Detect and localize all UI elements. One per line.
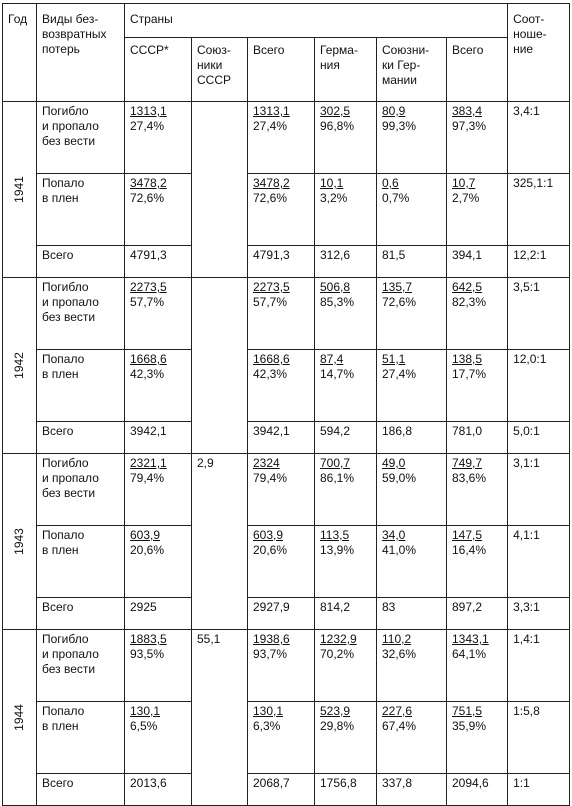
- total-a-cell: [248, 598, 315, 630]
- total-b-cell: [447, 350, 508, 422]
- total-b-cell: [447, 774, 508, 806]
- value-percent: 99,3%: [382, 119, 417, 133]
- value-number: 1313,1: [130, 104, 167, 118]
- loss-type-cell: [37, 278, 125, 350]
- total-b-cell: [447, 598, 508, 630]
- ratio-cell: [508, 526, 570, 598]
- loss-type-cell: [37, 174, 125, 246]
- loss-type-label: Всего: [42, 776, 74, 790]
- value-percent: 97,3%: [452, 119, 487, 133]
- value-percent: 16,4%: [452, 543, 487, 557]
- value-total: 2013,6: [130, 776, 167, 790]
- year-label: 1941: [11, 176, 26, 203]
- year-cell: [3, 630, 37, 806]
- germany-cell: [315, 454, 377, 526]
- ussr-allies-cell: [192, 454, 248, 526]
- value-percent: 93,5%: [130, 647, 165, 661]
- header-year-label: Год: [8, 12, 28, 26]
- loss-type-label: Всего: [42, 600, 74, 614]
- value-percent: 13,9%: [320, 543, 355, 557]
- value-number: 603,9: [130, 528, 161, 542]
- germany-allies-cell: [377, 630, 447, 702]
- germany-allies-cell: [377, 598, 447, 630]
- germany-cell: [315, 702, 377, 774]
- ratio-cell: [508, 278, 570, 350]
- loss-type-label: Попало в плен: [42, 528, 85, 557]
- value-number: 138,5: [452, 352, 483, 366]
- year-cell: [3, 102, 37, 278]
- ratio-cell: [508, 454, 570, 526]
- value-number: 383,4: [452, 104, 483, 118]
- value-percent: 2,7%: [452, 191, 480, 205]
- germany-cell: [315, 630, 377, 702]
- value-percent: 41,0%: [382, 543, 417, 557]
- table-row: [3, 774, 570, 806]
- ussr-allies-cell: [192, 102, 248, 174]
- ussr-cell: [125, 702, 192, 774]
- ratio-cell: [508, 598, 570, 630]
- value-number: 87,4: [320, 352, 344, 366]
- value-percent: 0,7%: [382, 191, 410, 205]
- ussr-allies-cell: [192, 526, 248, 598]
- value-number: 0,6: [382, 176, 399, 190]
- germany-allies-cell: [377, 350, 447, 422]
- value-percent: 42,3%: [253, 367, 288, 381]
- value-total: 2927,9: [253, 600, 290, 614]
- header-total-a: [248, 38, 315, 102]
- value-number: 1883,5: [130, 632, 167, 646]
- loss-type-cell: [37, 630, 125, 702]
- value-percent: 86,1%: [320, 471, 355, 485]
- ussr-cell: [125, 526, 192, 598]
- ussr-allies-cell: [192, 702, 248, 774]
- value-total: 3942,1: [130, 424, 167, 438]
- ratio-cell: [508, 630, 570, 702]
- ussr-allies-cell: [192, 350, 248, 422]
- year-cell: [3, 454, 37, 630]
- value-percent: 14,7%: [320, 367, 355, 381]
- loss-type-cell: [37, 526, 125, 598]
- ratio-value: 12,2:1: [513, 248, 547, 262]
- loss-type-cell: [37, 454, 125, 526]
- value-number: 3478,2: [253, 176, 290, 190]
- loss-type-cell: [37, 774, 125, 806]
- value-percent: 6,3%: [253, 719, 281, 733]
- loss-type-label: Погибло и пропало без вести: [42, 104, 99, 148]
- value-total: 394,1: [452, 248, 483, 262]
- total-a-cell: [248, 630, 315, 702]
- value-percent: 42,3%: [130, 367, 165, 381]
- value-percent: 17,7%: [452, 367, 487, 381]
- header-ussr-allies: [192, 38, 248, 102]
- value-number: 10,7: [452, 176, 476, 190]
- ratio-value: 325,1:1: [513, 176, 554, 190]
- ussr-cell: [125, 350, 192, 422]
- ratio-value: 3,3:1: [513, 600, 540, 614]
- ussr-cell: [125, 630, 192, 702]
- total-b-cell: [447, 422, 508, 454]
- ussr-allies-cell: [192, 246, 248, 278]
- value-number: 1232,9: [320, 632, 357, 646]
- value-percent: 64,1%: [452, 647, 487, 661]
- value-percent: 20,6%: [130, 543, 165, 557]
- value-total: 312,6: [320, 248, 351, 262]
- germany-cell: [315, 422, 377, 454]
- value-percent: 59,0%: [382, 471, 417, 485]
- value-percent: 83,6%: [452, 471, 487, 485]
- header-germany-allies: [377, 38, 447, 102]
- header-total-a-label: Всего: [253, 43, 285, 57]
- value-total: 81,5: [382, 248, 406, 262]
- ratio-value: 3,4:1: [513, 104, 540, 118]
- ratio-value: 3,1:1: [513, 456, 540, 470]
- total-a-cell: [248, 102, 315, 174]
- value-number: 34,0: [382, 528, 406, 542]
- germany-allies-cell: [377, 174, 447, 246]
- total-b-cell: [447, 174, 508, 246]
- ussr-cell: [125, 454, 192, 526]
- value-total: 2068,7: [253, 776, 290, 790]
- table-row: [3, 454, 570, 526]
- value-percent: 72,6%: [130, 191, 165, 205]
- ussr-allies-cell: [192, 278, 248, 350]
- ratio-value: 5,0:1: [513, 424, 540, 438]
- value-percent: 72,6%: [382, 295, 417, 309]
- value-percent: 82,3%: [452, 295, 487, 309]
- total-b-cell: [447, 102, 508, 174]
- total-a-cell: [248, 278, 315, 350]
- germany-allies-cell: [377, 702, 447, 774]
- value-percent: 20,6%: [253, 543, 288, 557]
- value-percent: 3,2%: [320, 191, 348, 205]
- value-number: 1313,1: [253, 104, 290, 118]
- ratio-cell: [508, 102, 570, 174]
- ratio-cell: [508, 702, 570, 774]
- value-number: 302,5: [320, 104, 351, 118]
- value-number: 3478,2: [130, 176, 167, 190]
- value-number: 2321,1: [130, 456, 167, 470]
- value-number: 2273,5: [253, 280, 290, 294]
- value-percent: 27,4%: [253, 119, 288, 133]
- value-number: 749,7: [452, 456, 483, 470]
- loss-type-label: Погибло и пропало без вести: [42, 456, 99, 500]
- header-loss-type: [37, 4, 125, 102]
- ussr-cell: [125, 774, 192, 806]
- value-percent: 57,7%: [253, 295, 288, 309]
- ratio-cell: [508, 174, 570, 246]
- year-label: 1942: [11, 352, 26, 379]
- header-year: [3, 4, 37, 102]
- value-number: 130,1: [130, 704, 161, 718]
- value-number: 80,9: [382, 104, 406, 118]
- value-total: 2925: [130, 600, 157, 614]
- ratio-value: 4,1:1: [513, 528, 540, 542]
- ratio-value: 1,4:1: [513, 632, 540, 646]
- value-number: 642,5: [452, 280, 483, 294]
- loss-type-label: Попало в плен: [42, 704, 85, 733]
- ussr-allies-cell: [192, 630, 248, 702]
- value-number: 2273,5: [130, 280, 167, 294]
- value-percent: 67,4%: [382, 719, 417, 733]
- value-total: 186,8: [382, 424, 413, 438]
- loss-type-label: Всего: [42, 424, 74, 438]
- value-percent: 72,6%: [253, 191, 288, 205]
- value-total: 897,2: [452, 600, 483, 614]
- losses-table: [2, 3, 570, 806]
- ratio-cell: [508, 422, 570, 454]
- table-row: [3, 102, 570, 174]
- table-row: [3, 598, 570, 630]
- loss-type-cell: [37, 246, 125, 278]
- ussr-cell: [125, 246, 192, 278]
- value-percent: 85,3%: [320, 295, 355, 309]
- header-germany-allies-label: Союзни- ки Гер- мании: [382, 43, 430, 87]
- table-row: [3, 422, 570, 454]
- value-percent: 79,4%: [253, 471, 288, 485]
- ratio-value: 3,5:1: [513, 280, 540, 294]
- ussr-cell: [125, 174, 192, 246]
- ussr-allies-value: 2,9: [197, 456, 214, 470]
- total-b-cell: [447, 630, 508, 702]
- header-ussr-allies-label: Союз- ники СССР: [197, 43, 232, 87]
- header-loss-type-label: Виды без- возвратных потерь: [42, 12, 107, 56]
- value-percent: 29,8%: [320, 719, 355, 733]
- germany-cell: [315, 526, 377, 598]
- header-countries-label: Страны: [130, 12, 173, 26]
- year-label: 1943: [11, 528, 26, 555]
- germany-allies-cell: [377, 774, 447, 806]
- value-percent: 27,4%: [130, 119, 165, 133]
- value-percent: 27,4%: [382, 367, 417, 381]
- value-percent: 79,4%: [130, 471, 165, 485]
- header-ratio: [508, 4, 570, 102]
- ussr-allies-cell: [192, 422, 248, 454]
- value-number: 130,1: [253, 704, 284, 718]
- total-a-cell: [248, 774, 315, 806]
- table-row: [3, 278, 570, 350]
- header-total-b-label: Всего: [452, 43, 484, 57]
- total-b-cell: [447, 526, 508, 598]
- value-number: 147,5: [452, 528, 483, 542]
- value-number: 523,9: [320, 704, 351, 718]
- germany-allies-cell: [377, 454, 447, 526]
- germany-cell: [315, 350, 377, 422]
- ussr-allies-cell: [192, 774, 248, 806]
- year-cell: [3, 278, 37, 454]
- loss-type-cell: [37, 598, 125, 630]
- value-total: 1756,8: [320, 776, 357, 790]
- germany-allies-cell: [377, 278, 447, 350]
- table-row: [3, 350, 570, 422]
- value-total: 594,2: [320, 424, 351, 438]
- table-row: [3, 630, 570, 702]
- value-number: 51,1: [382, 352, 406, 366]
- value-number: 135,7: [382, 280, 413, 294]
- table-row: [3, 702, 570, 774]
- ussr-cell: [125, 422, 192, 454]
- header-ratio-label: Соот- ноше- ние: [513, 12, 547, 56]
- table-row: [3, 526, 570, 598]
- header-ussr: [125, 38, 192, 102]
- header-germany: [315, 38, 377, 102]
- value-number: 1668,6: [130, 352, 167, 366]
- value-number: 1938,6: [253, 632, 290, 646]
- total-a-cell: [248, 702, 315, 774]
- total-a-cell: [248, 454, 315, 526]
- ussr-allies-cell: [192, 174, 248, 246]
- table-body: [3, 102, 570, 806]
- germany-cell: [315, 246, 377, 278]
- ussr-cell: [125, 102, 192, 174]
- value-total: 2094,6: [452, 776, 489, 790]
- total-a-cell: [248, 526, 315, 598]
- ratio-value: 1:1: [513, 776, 530, 790]
- total-b-cell: [447, 278, 508, 350]
- ussr-allies-cell: [192, 598, 248, 630]
- loss-type-label: Попало в плен: [42, 176, 85, 205]
- value-percent: 96,8%: [320, 119, 355, 133]
- germany-cell: [315, 598, 377, 630]
- value-number: 110,2: [382, 632, 412, 646]
- ratio-value: 1:5,8: [513, 704, 540, 718]
- value-percent: 32,6%: [382, 647, 417, 661]
- total-a-cell: [248, 350, 315, 422]
- total-a-cell: [248, 246, 315, 278]
- header-total-b: [447, 38, 508, 102]
- total-a-cell: [248, 174, 315, 246]
- value-number: 1343,1: [452, 632, 489, 646]
- value-number: 227,6: [382, 704, 413, 718]
- value-percent: 6,5%: [130, 719, 158, 733]
- value-number: 113,5: [320, 528, 350, 542]
- value-total: 83: [382, 600, 396, 614]
- germany-cell: [315, 774, 377, 806]
- loss-type-label: Погибло и пропало без вести: [42, 632, 99, 676]
- total-a-cell: [248, 422, 315, 454]
- value-percent: 57,7%: [130, 295, 165, 309]
- value-total: 3942,1: [253, 424, 290, 438]
- ratio-cell: [508, 350, 570, 422]
- germany-cell: [315, 174, 377, 246]
- value-total: 814,2: [320, 600, 351, 614]
- total-b-cell: [447, 702, 508, 774]
- table-row: [3, 174, 570, 246]
- germany-allies-cell: [377, 526, 447, 598]
- table-header: [3, 4, 570, 102]
- loss-type-label: Всего: [42, 248, 74, 262]
- value-total: 337,8: [382, 776, 413, 790]
- table-row: [3, 246, 570, 278]
- ussr-cell: [125, 278, 192, 350]
- total-b-cell: [447, 454, 508, 526]
- germany-cell: [315, 278, 377, 350]
- ratio-cell: [508, 246, 570, 278]
- loss-type-cell: [37, 350, 125, 422]
- loss-type-cell: [37, 422, 125, 454]
- ratio-value: 12,0:1: [513, 352, 547, 366]
- value-percent: 70,2%: [320, 647, 355, 661]
- header-countries: [125, 4, 508, 38]
- value-number: 1668,6: [253, 352, 290, 366]
- value-number: 49,0: [382, 456, 406, 470]
- value-percent: 93,7%: [253, 647, 288, 661]
- value-total: 4791,3: [130, 248, 167, 262]
- total-b-cell: [447, 246, 508, 278]
- germany-cell: [315, 102, 377, 174]
- year-label: 1944: [11, 704, 26, 731]
- loss-type-cell: [37, 102, 125, 174]
- value-number: 10,1: [320, 176, 344, 190]
- value-number: 700,7: [320, 456, 351, 470]
- value-number: 2324: [253, 456, 280, 470]
- value-total: 4791,3: [253, 248, 290, 262]
- ratio-cell: [508, 774, 570, 806]
- value-number: 603,9: [253, 528, 284, 542]
- header-ussr-label: СССР*: [130, 43, 169, 57]
- germany-allies-cell: [377, 246, 447, 278]
- germany-allies-cell: [377, 102, 447, 174]
- value-number: 751,5: [452, 704, 483, 718]
- value-total: 781,0: [452, 424, 483, 438]
- value-number: 506,8: [320, 280, 351, 294]
- loss-type-label: Попало в плен: [42, 352, 85, 381]
- header-germany-label: Герма- ния: [320, 43, 358, 72]
- loss-type-cell: [37, 702, 125, 774]
- germany-allies-cell: [377, 422, 447, 454]
- ussr-allies-value: 55,1: [197, 632, 221, 646]
- value-percent: 35,9%: [452, 719, 487, 733]
- loss-type-label: Погибло и пропало без вести: [42, 280, 99, 324]
- ussr-cell: [125, 598, 192, 630]
